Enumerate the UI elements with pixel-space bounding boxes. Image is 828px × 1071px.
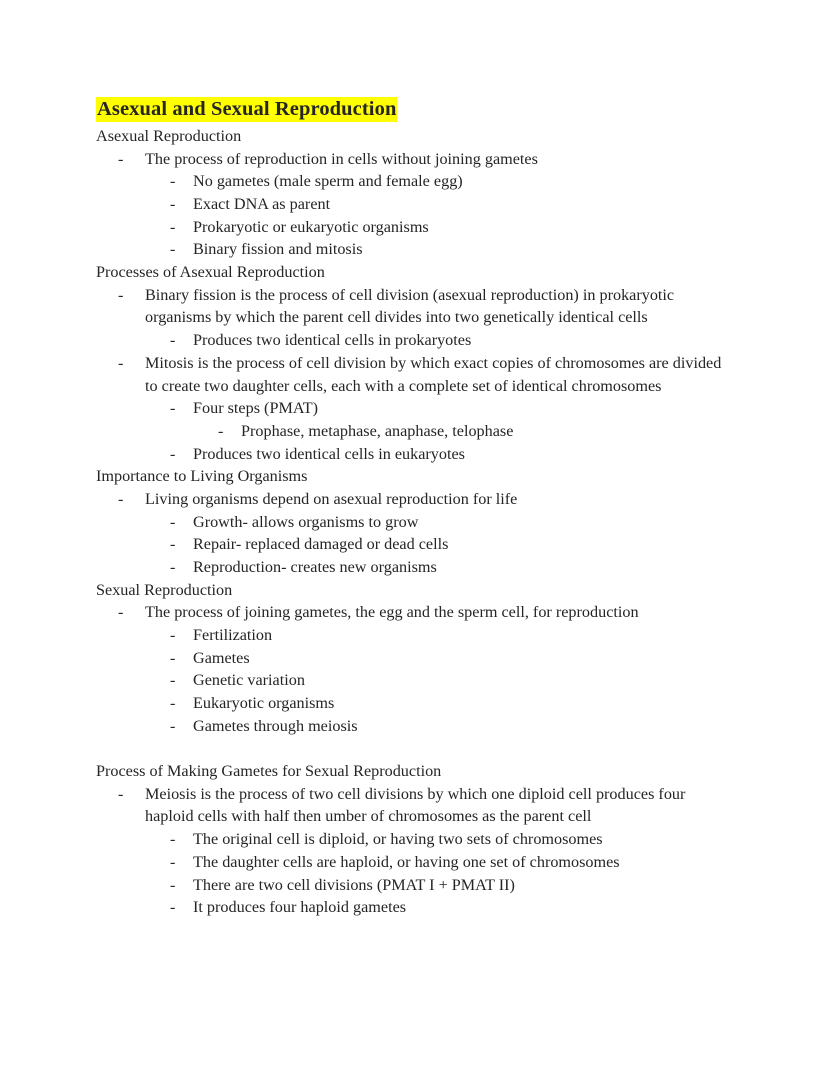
list-item-row	[96, 556, 730, 579]
list-item	[96, 828, 730, 851]
list-item-text: Growth- allows organisms to grow	[193, 512, 419, 531]
bullet-list-level-2	[96, 329, 730, 352]
list-item-text: The original cell is diploid, or having two sets of chromosomes	[193, 830, 603, 849]
list-item-text: Living organisms depend on asexual reproduction for life	[145, 489, 518, 508]
bullet-list-level-3	[96, 420, 730, 443]
list-item	[96, 692, 730, 715]
list-item-row	[96, 669, 730, 692]
blank-line	[96, 738, 730, 761]
list-item	[96, 284, 730, 329]
list-item-text: Gametes	[193, 648, 250, 667]
bullet-dash-icon: -	[170, 875, 176, 894]
page-title-highlight: Asexual and Sexual Reproduction	[97, 98, 397, 120]
bullet-dash-icon: -	[170, 331, 176, 350]
list-item-row	[96, 352, 730, 397]
list-item-row	[96, 874, 730, 897]
bullet-list-level-1	[96, 601, 730, 624]
list-item-row	[96, 420, 730, 443]
bullet-dash-icon: -	[170, 217, 176, 236]
list-item-text: Genetic variation	[193, 671, 305, 690]
list-item	[96, 715, 730, 738]
bullet-dash-icon: -	[170, 195, 176, 213]
list-item	[96, 352, 730, 397]
bullet-dash-icon: -	[170, 399, 176, 418]
section-heading: Sexual Reproduction	[96, 580, 233, 599]
bullet-dash-icon: -	[170, 535, 176, 554]
page-title	[96, 96, 730, 123]
bullet-dash-icon: -	[170, 172, 176, 191]
list-item	[96, 624, 730, 647]
list-item-text: Produces two identical cells in eukaryotes	[193, 444, 465, 463]
list-item-row	[96, 193, 730, 216]
list-item	[96, 397, 730, 420]
bullet-dash-icon: -	[218, 421, 224, 440]
bullet-dash-icon: -	[118, 603, 124, 622]
bullet-list-level-2	[96, 624, 730, 738]
list-item-text: Exact DNA as parent	[193, 195, 331, 213]
list-item-row	[96, 783, 730, 828]
bullet-dash-icon: -	[170, 626, 176, 645]
list-item-text: Prokaryotic or eukaryotic organisms	[193, 217, 429, 236]
bullet-dash-icon: -	[118, 489, 124, 508]
bullet-dash-icon: -	[170, 240, 176, 259]
list-item-text: There are two cell divisions (PMAT I + PMAT II)	[193, 875, 515, 894]
list-item	[96, 896, 730, 919]
list-item-row	[96, 692, 730, 715]
bullet-dash-icon: -	[170, 648, 176, 667]
list-item-row	[96, 533, 730, 556]
bullet-dash-icon: -	[118, 285, 124, 304]
bullet-dash-icon: -	[170, 444, 176, 463]
list-item-text: Prophase, metaphase, anaphase, telophase	[241, 421, 514, 440]
list-item-row	[96, 170, 730, 193]
list-item-text: Binary fission is the process of cell division (asexual reproduction) in prokaryotic organisms by which the parent cell divides into two genetically identical cells	[145, 285, 675, 327]
bullet-list-level-2	[96, 170, 730, 261]
list-item-row	[96, 443, 730, 466]
bullet-dash-icon: -	[118, 149, 124, 168]
section-heading: Processes of Asexual Reproduction	[96, 263, 325, 282]
list-item-text: Gametes through meiosis	[193, 716, 358, 735]
bullet-list-level-2	[96, 828, 730, 919]
list-item	[96, 647, 730, 670]
bullet-list-level-1	[96, 352, 730, 397]
list-item-row	[96, 511, 730, 534]
list-item-row	[96, 828, 730, 851]
list-item-row	[96, 647, 730, 670]
document-body	[96, 125, 730, 919]
bullet-list-level-1	[96, 148, 730, 171]
bullet-list-level-2	[96, 511, 730, 579]
list-item-text: Reproduction- creates new organisms	[193, 558, 437, 577]
bullet-dash-icon: -	[170, 830, 176, 849]
section-heading: Importance to Living Organisms	[96, 467, 308, 486]
list-item-row	[96, 329, 730, 352]
list-item	[96, 148, 730, 171]
bullet-dash-icon: -	[170, 671, 176, 690]
list-item-text: Mitosis is the process of cell division by which exact copies of chromosomes are divided to create two daughter cells, each with a complete set of identical chromosomes	[145, 353, 722, 395]
bullet-dash-icon: -	[170, 898, 176, 917]
list-item-row	[96, 238, 730, 261]
section-heading: Asexual Reproduction	[96, 127, 242, 145]
list-item-text: Binary fission and mitosis	[193, 240, 363, 259]
bullet-dash-icon: -	[170, 694, 176, 713]
list-item-row	[96, 216, 730, 239]
list-item	[96, 216, 730, 239]
list-item	[96, 533, 730, 556]
bullet-list-level-1	[96, 783, 730, 828]
list-item	[96, 874, 730, 897]
bullet-dash-icon: -	[170, 852, 176, 871]
list-item-row	[96, 488, 730, 511]
bullet-list-level-2	[96, 443, 730, 466]
list-item-text: Repair- replaced damaged or dead cells	[193, 535, 449, 554]
bullet-list-level-1	[96, 488, 730, 511]
list-item	[96, 170, 730, 193]
list-item	[96, 238, 730, 261]
list-item	[96, 420, 730, 443]
list-item-row	[96, 715, 730, 738]
list-item-text: The daughter cells are haploid, or having one set of chromosomes	[193, 852, 620, 871]
list-item-text: Eukaryotic organisms	[193, 694, 335, 713]
bullet-dash-icon: -	[170, 716, 176, 735]
bullet-list-level-1	[96, 284, 730, 329]
list-item-row	[96, 624, 730, 647]
list-item	[96, 601, 730, 624]
bullet-dash-icon: -	[118, 353, 124, 372]
list-item	[96, 443, 730, 466]
list-item	[96, 783, 730, 828]
list-item-row	[96, 397, 730, 420]
list-item-text: Meiosis is the process of two cell divisions by which one diploid cell produces four haploid cells with half then umber of chromosomes as the parent cell	[145, 784, 686, 826]
list-item-row	[96, 601, 730, 624]
list-item-text: Four steps (PMAT)	[193, 399, 319, 418]
list-item	[96, 669, 730, 692]
bullet-dash-icon: -	[118, 784, 124, 803]
list-item-text: The process of joining gametes, the egg and the sperm cell, for reproduction	[145, 603, 639, 622]
list-item-text: The process of reproduction in cells without joining gametes	[145, 149, 538, 168]
bullet-dash-icon: -	[170, 512, 176, 531]
list-item-row	[96, 284, 730, 329]
list-item	[96, 851, 730, 874]
list-item-text: It produces four haploid gametes	[193, 898, 407, 917]
bullet-list-level-2	[96, 397, 730, 420]
list-item-row	[96, 148, 730, 171]
list-item-text: No gametes (male sperm and female egg)	[193, 172, 463, 191]
list-item-text: Fertilization	[193, 626, 273, 645]
list-item-text: Produces two identical cells in prokaryotes	[193, 331, 472, 350]
list-item	[96, 511, 730, 534]
list-item	[96, 488, 730, 511]
list-item	[96, 193, 730, 216]
list-item	[96, 329, 730, 352]
section-heading: Process of Making Gametes for Sexual Reproduction	[96, 762, 442, 781]
list-item-row	[96, 851, 730, 874]
list-item	[96, 556, 730, 579]
bullet-dash-icon: -	[170, 558, 176, 577]
list-item-row	[96, 896, 730, 919]
